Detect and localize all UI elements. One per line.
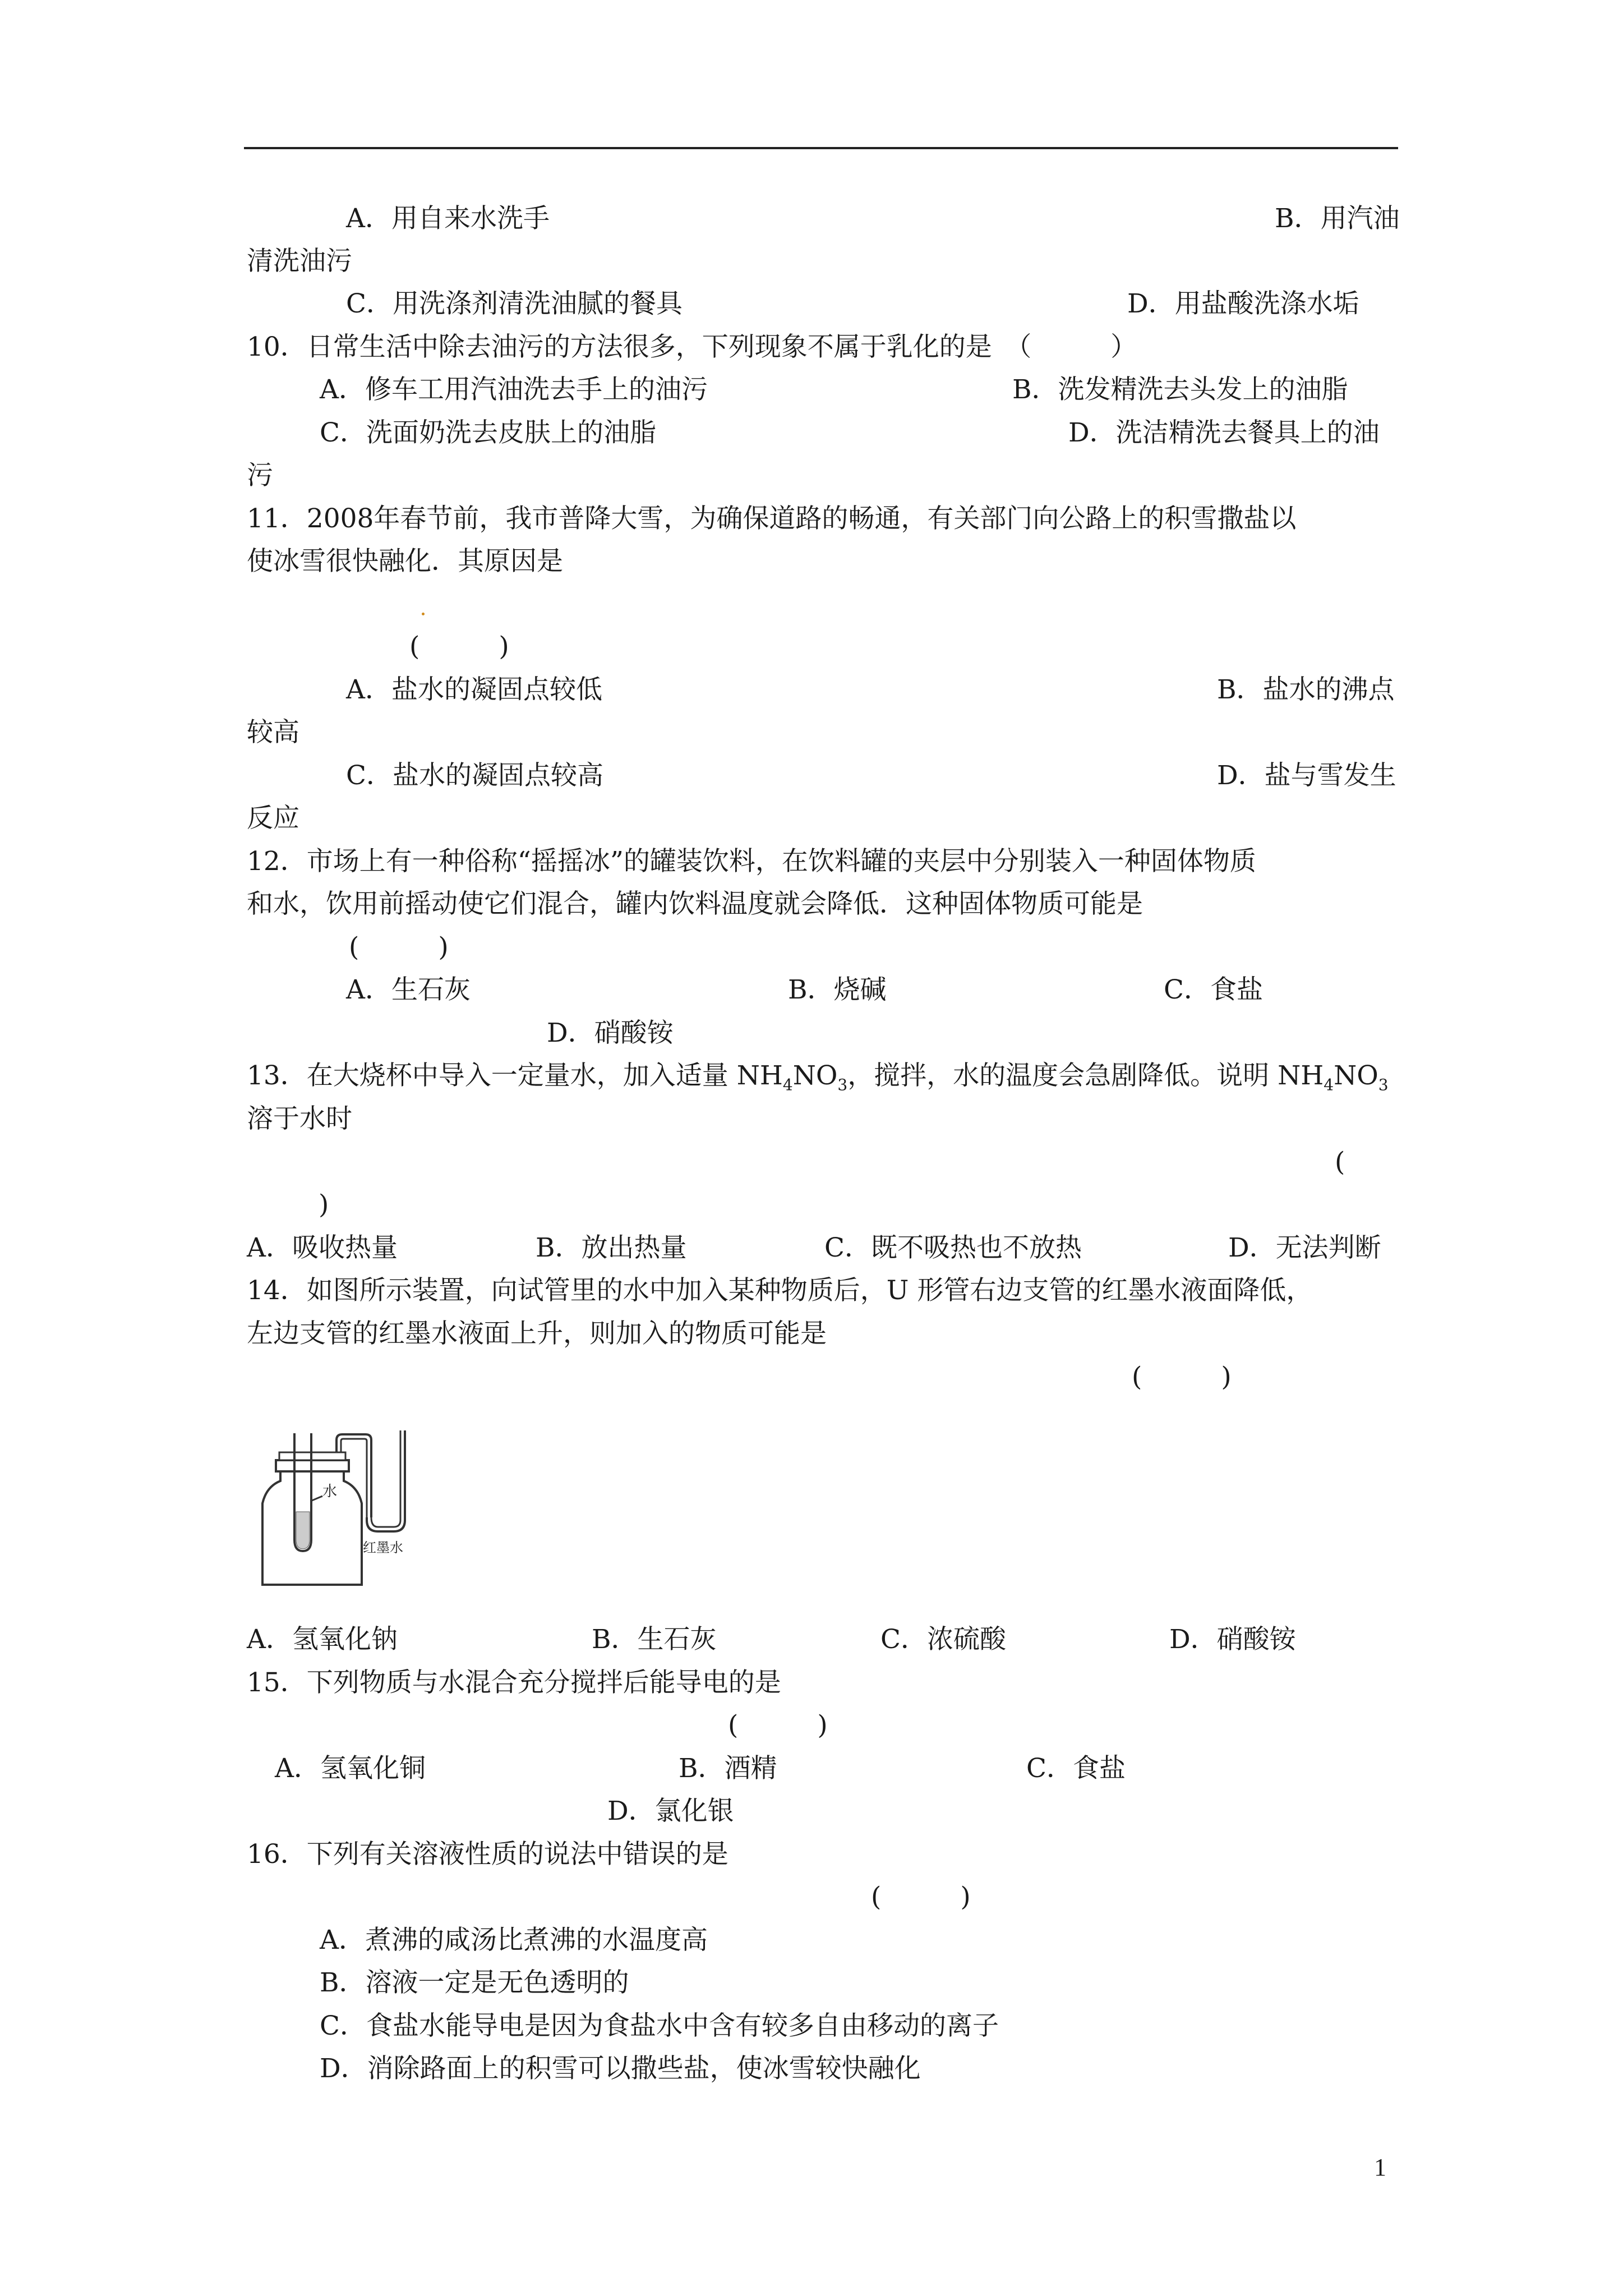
q15-option-a: A．氢氧化铜 (275, 1753, 426, 1784)
q16-answer-paren: ( ) (871, 1881, 971, 1912)
q10-option-a: A．修车工用汽油洗去手上的油污 (320, 374, 708, 405)
q13-stem-line1: 13．在大烧杯中导入一定量水，加入适量 $NH_4NO_3$，搅拌，水的温度会急剧降低。说明 $NH_4NO_3$ (247, 1060, 1389, 1094)
q11-stem-line1: 11．2008年春节前，我市普降大雪，为确保道路的畅通，有关部门向公路上的积雪撒盐以 (247, 503, 1297, 534)
q13-option-c: C．既不吸热也不放热 (824, 1232, 1082, 1263)
q15-option-d: D．氯化银 (607, 1796, 734, 1826)
q11-option-c: C．盐水的凝固点较高 (346, 760, 603, 791)
red-ink-label: 红墨水 (363, 1540, 403, 1556)
page-number: 1 (1374, 2154, 1386, 2181)
q12-stem-line1: 12．市场上有一种俗称“摇摇冰”的罐装饮料，在饮料罐的夹层中分别装入一种固体物质 (247, 846, 1256, 877)
q12-option-a: A．生石灰 (346, 974, 471, 1005)
q14-option-a: A．氢氧化钠 (247, 1624, 398, 1655)
stray-mark (422, 613, 425, 615)
u-tube (367, 1430, 405, 1531)
q13-stem-line2: 溶于水时 (247, 1103, 352, 1134)
q11-answer-paren: ( ) (409, 631, 509, 662)
q16-option-b: B．溶液一定是无色透明的 (320, 1967, 629, 1998)
q9-option-a: A．用自来水洗手 (346, 203, 550, 234)
q16-option-d: D．消除路面上的积雪可以撒些盐，使冰雪较快融化 (320, 2053, 921, 2084)
water-label: 水 (322, 1483, 338, 1500)
q12-option-b: B．烧碱 (788, 974, 887, 1005)
header-rule (244, 147, 1398, 149)
q15-option-b: B．酒精 (679, 1753, 777, 1784)
q9-option-c: C．用洗涤剂清洗油腻的餐具 (346, 288, 683, 319)
q10-option-c: C．洗面奶洗去皮肤上的油脂 (320, 417, 656, 448)
q10-option-d-cont: 污 (247, 460, 273, 491)
q11-option-d: D．盐与雪发生 (1217, 760, 1396, 791)
q14-option-c: C．浓硫酸 (880, 1624, 1006, 1655)
q16-stem: 16．下列有关溶液性质的说法中错误的是 (247, 1839, 728, 1870)
q12-option-d: D．硝酸铵 (547, 1018, 674, 1048)
q15-stem: 15．下列物质与水混合充分搅拌后能导电的是 (247, 1667, 781, 1698)
q11-option-b: B．盐水的沸点 (1217, 674, 1395, 705)
q12-answer-paren: ( ) (349, 932, 449, 963)
q15-answer-paren: ( ) (728, 1710, 828, 1741)
q14-stem-line1: 14．如图所示装置，向试管里的水中加入某种物质后，U 形管右边支管的红墨水液面降低， (247, 1275, 1313, 1306)
q14-option-b: B．生石灰 (592, 1624, 717, 1655)
q11-option-b-cont: 较高 (247, 717, 299, 748)
q14-stem-line2: 左边支管的红墨水液面上升，则加入的物质可能是 (247, 1318, 827, 1349)
q13-paren-open: ( (1335, 1147, 1345, 1177)
q11-stem-line2: 使冰雪很快融化．其原因是 (247, 546, 563, 577)
q15-option-c: C．食盐 (1026, 1753, 1126, 1784)
q9-option-b: B．用汽油 (1275, 203, 1400, 234)
q13-option-b: B．放出热量 (536, 1232, 687, 1263)
q16-option-c: C．食盐水能导电是因为食盐水中含有较多自由移动的离子 (320, 2010, 999, 2041)
q11-option-d-cont: 反应 (247, 803, 299, 834)
q9-option-d: D．用盐酸洗涤水垢 (1127, 288, 1359, 319)
q16-option-a: A．煮沸的咸汤比煮沸的水温度高 (320, 1925, 708, 1955)
test-tube-water (296, 1512, 310, 1549)
q14-answer-paren: ( ) (1132, 1361, 1232, 1392)
q10-option-d: D．洗洁精洗去餐具上的油 (1068, 417, 1380, 448)
q12-option-c: C．食盐 (1164, 974, 1263, 1005)
q10-stem: 10．日常生活中除去油污的方法很多，下列现象不属于乳化的是 （ ） (247, 332, 1137, 362)
q13-option-a: A．吸收热量 (247, 1232, 398, 1263)
q13-option-d: D．无法判断 (1228, 1232, 1381, 1263)
q13-paren-close: ) (319, 1189, 329, 1220)
q14-option-d: D．硝酸铵 (1169, 1624, 1296, 1655)
q10-option-b: B．洗发精洗去头发上的油脂 (1012, 374, 1348, 405)
q11-option-a: A．盐水的凝固点较低 (346, 674, 602, 705)
apparatus-diagram (247, 1428, 437, 1596)
q12-stem-line2: 和水，饮用前摇动使它们混合，罐内饮料温度就会降低．这种固体物质可能是 (247, 889, 1143, 919)
q9-option-b-cont: 清洗油污 (247, 246, 352, 277)
